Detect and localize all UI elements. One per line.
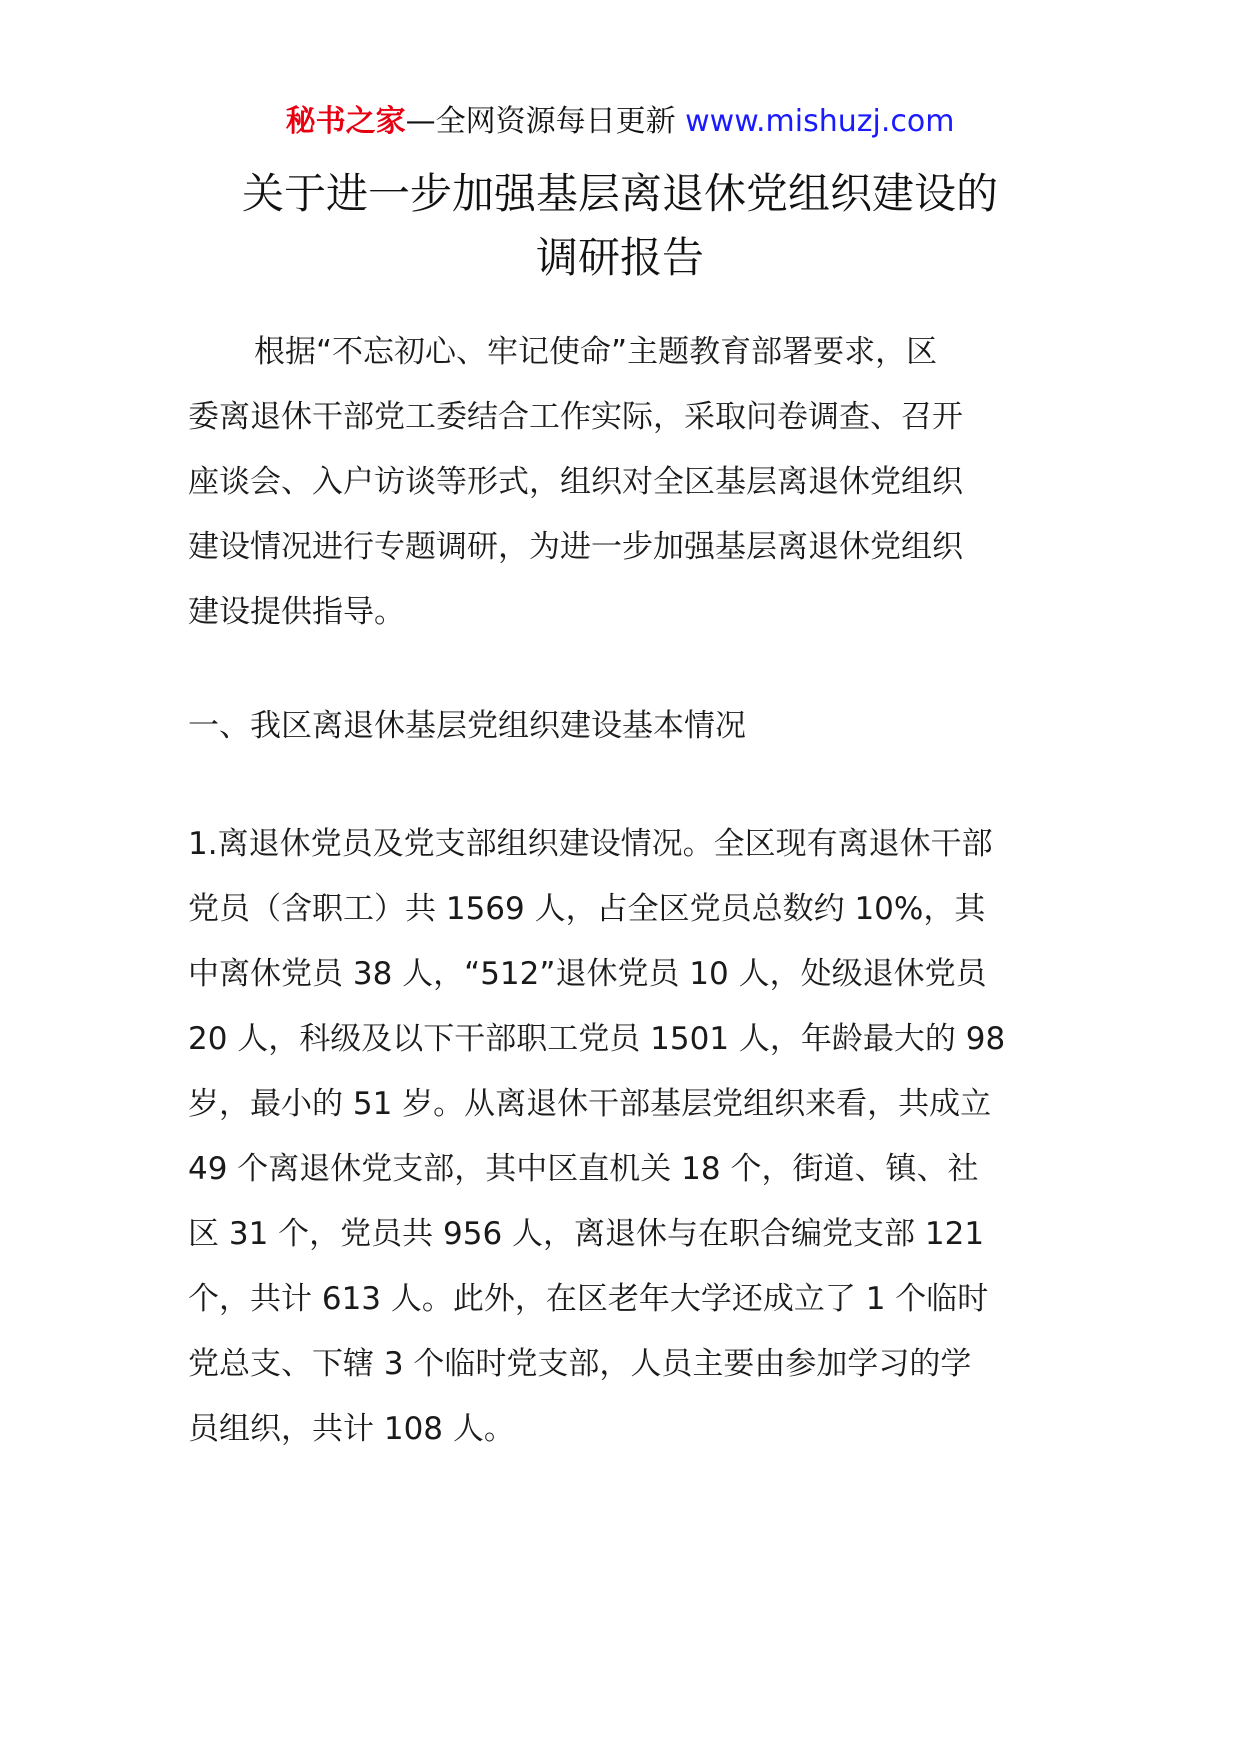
paragraph-line: 岁，最小的 51 岁。从离退休干部基层党组织来看，共成立: [188, 1086, 992, 1122]
paragraph-line: 1.离退休党员及党支部组织建设情况。全区现有离退休干部: [188, 826, 993, 862]
site-header: [0, 100, 1240, 144]
intro-line: 委离退休干部党工委结合工作实际，采取问卷调查、召开: [188, 399, 963, 435]
intro-line: 建设情况进行专题调研，为进一步加强基层离退休党组织: [188, 529, 963, 565]
paragraph-line: 党员（含职工）共 1569 人，占全区党员总数约 10%，其: [188, 891, 986, 927]
paragraph-line: 员组织，共计 108 人。: [188, 1411, 515, 1447]
site-name: 秘书之家: [285, 104, 406, 139]
paragraph-line: 党总支、下辖 3 个临时党支部，人员主要由参加学习的学: [188, 1346, 972, 1382]
section-heading-text: 一、我区离退休基层党组织建设基本情况: [188, 708, 746, 744]
title-line-1: 关于进一步加强基层离退休党组织建设的: [241, 169, 998, 218]
paragraph-line: 区 31 个，党员共 956 人，离退休与在职合编党支部 121: [188, 1216, 985, 1252]
site-tagline: —全网资源每日更新: [405, 104, 686, 139]
site-url-link[interactable]: www.mishuzj.com: [685, 104, 955, 139]
intro-line: 座谈会、入户访谈等形式，组织对全区基层离退休党组织: [188, 464, 963, 500]
paragraph-line: 20 人，科级及以下干部职工党员 1501 人，年龄最大的 98: [188, 1021, 1006, 1057]
paragraph-line: 个，共计 613 人。此外，在区老年大学还成立了 1 个临时: [188, 1281, 989, 1317]
title-line-2: 调研报告: [535, 233, 704, 282]
intro-line: 根据“不忘初心、牢记使命”主题教育部署要求，区: [254, 334, 938, 370]
intro-paragraph: [188, 320, 1068, 645]
document-title: [0, 162, 1240, 290]
paragraph-line: 中离休党员 38 人，“512”退休党员 10 人，处级退休党员: [188, 956, 987, 992]
section-heading: [188, 694, 1068, 759]
paragraph-line: 49 个离退休党支部，其中区直机关 18 个，街道、镇、社: [188, 1151, 979, 1187]
intro-line: 建设提供指导。: [188, 594, 405, 630]
section1-paragraph-1: [188, 812, 1068, 1462]
